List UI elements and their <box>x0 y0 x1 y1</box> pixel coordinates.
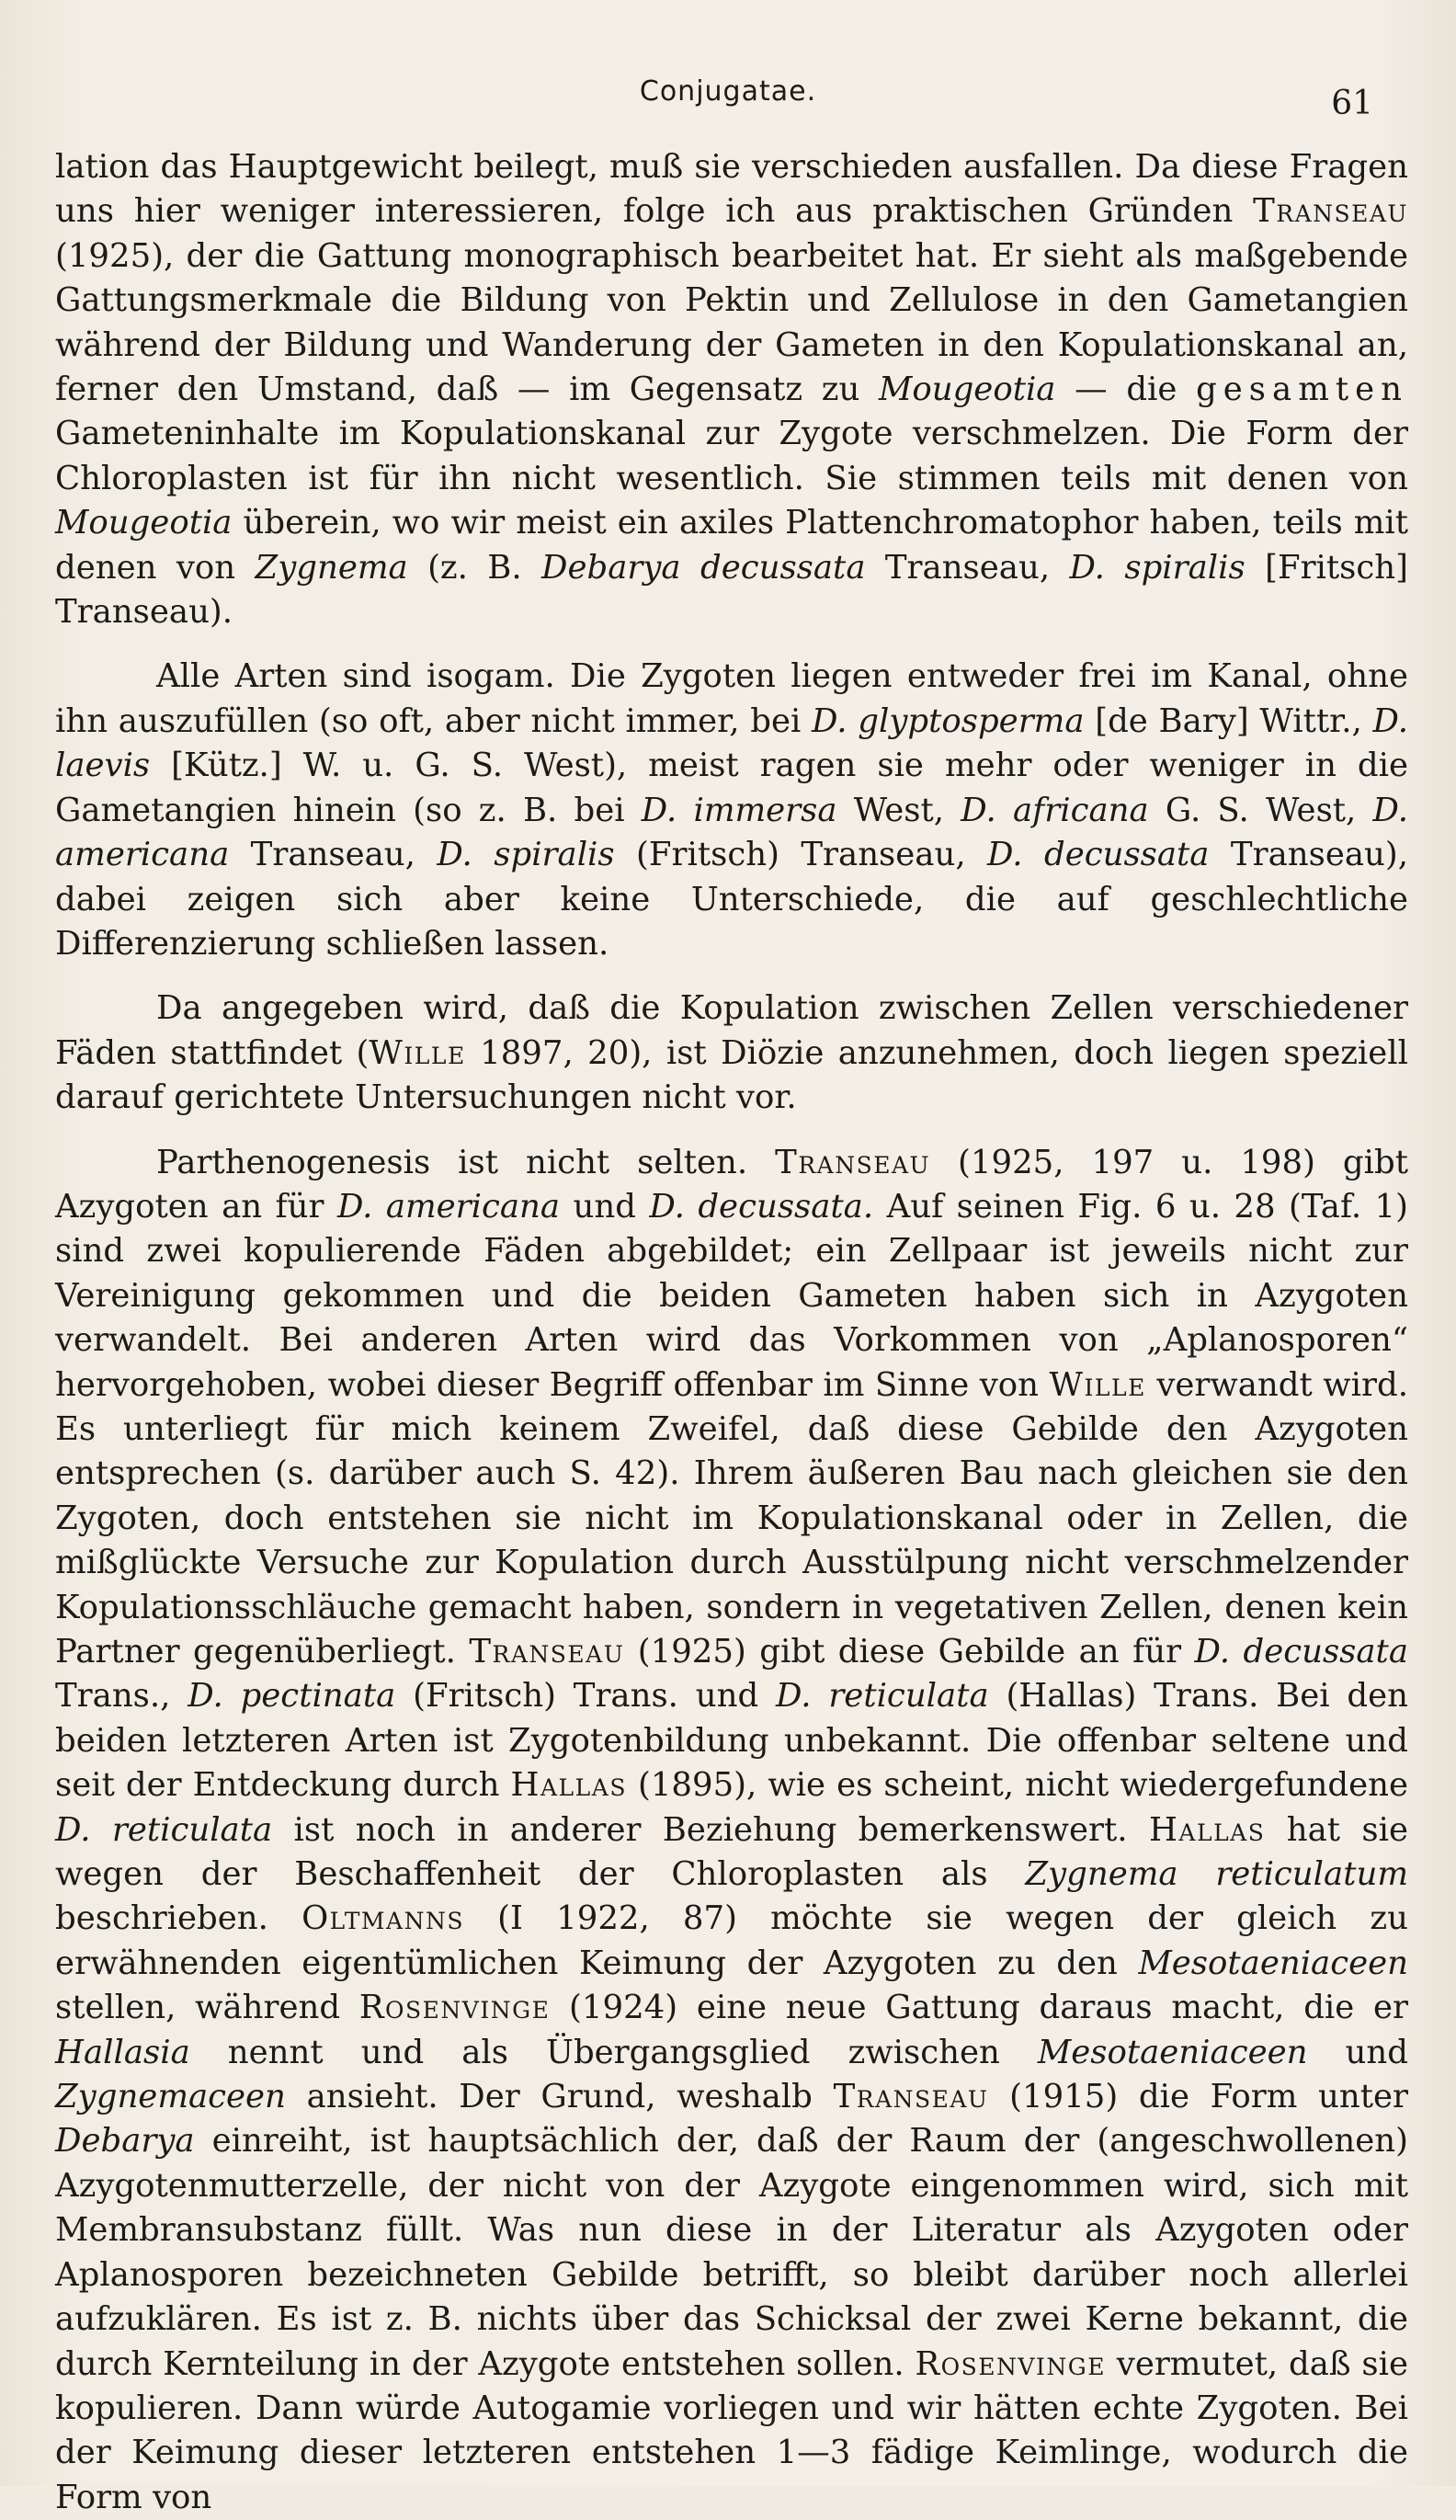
text-run: (1924) eine neue Gattung daraus macht, die er <box>550 1989 1408 2027</box>
text-run: hat sie wegen der Beschaffenheit der Chloroplasten als <box>55 1810 1408 1894</box>
italic-term: Zygnemaceen <box>55 2078 286 2116</box>
text-run: ist noch in anderer Beziehung bemerkenswert. <box>272 1810 1149 1849</box>
italic-term: D. reticulata <box>55 1810 273 1849</box>
paragraph <box>55 986 1408 1120</box>
italic-term: D. pectinata <box>188 1677 396 1716</box>
body-text <box>55 145 1408 2520</box>
text-run: 1897, 20), ist Diözie anzunehmen, doch liegen speziell darauf gerichtete Untersuchungen nicht vor. <box>55 1033 1409 1117</box>
italic-term: D. spiralis <box>1069 548 1246 587</box>
italic-term: Mesotaeniaceen <box>1138 1944 1408 1982</box>
text-run: (Hallas) Trans. Bei den beiden letzteren Arten ist Zygotenbildung unbekannt. Die offenbar seltene und seit der Entdeckung durch <box>55 1677 1409 1805</box>
paragraph <box>55 1141 1408 2520</box>
italic-term: D. decussata <box>987 836 1210 874</box>
author-name: Wille <box>369 1033 466 1072</box>
text-run: (1925, 197 u. 198) gibt Azygoten an für <box>55 1143 1408 1226</box>
text-run: einreiht, ist hauptsächlich der, daß der Raum der (angeschwollenen) Azygotenmutterzelle, der nicht von der Azygote eingenommen wird, sich mit Membransubstanz füllt. Was nun diese in der Literatur als Azygoten oder Aplanosporen bezeichneten Gebilde betrifft, so bleibt darüber noch allerlei aufzuklären. Es ist z. B. nichts über das Schicksal der zwei Kerne bekannt, die durch Kernteilung in der Azygote entstehen sollen. <box>55 2122 1408 2383</box>
text-run: überein, wo wir meist ein axiles Plattenchromatophor haben, teils mit denen von <box>55 504 1408 587</box>
italic-term: D. reticulata <box>776 1677 989 1716</box>
text-run: (1925), der die Gattung monographisch bearbeitet hat. Er sieht als maßgebende Gattungsmerkmale die Bildung von Pektin und Zellulose in den Gametangien während der Bildung und Wanderung der Gameten in den Kopulationskanal an, ferner den Umstand, daß — im Gegensatz zu <box>55 236 1408 409</box>
italic-term: D. decussata <box>1194 1633 1408 1670</box>
text-run: Auf seinen Fig. 6 u. 28 (Taf. 1) sind zwei kopulierende Fäden abgebildet; ein Zellpaar ist jeweils nicht zur Vereinigung gekommen und die beiden Gameten haben sich in Azygoten verwandelt. Bei anderen Arten wird das Vorkommen von „Aplanosporen“ hervorgehoben, wobei dieser Begriff offenbar im Sinne von <box>55 1187 1408 1404</box>
italic-term: D. americana <box>336 1187 561 1226</box>
text-run: (1895), wie es scheint, nicht wiedergefundene <box>626 1766 1408 1805</box>
page-number: 61 <box>1331 85 1373 122</box>
text-run: Da angegeben wird, daß die Kopulation zwischen Zellen verschiedener Fäden stattfindet ( <box>55 989 1408 1072</box>
text-run: Gameteninhalte im Kopulationskanal zur Zygote verschmelzen. Die Form der Chloroplasten ist für ihn nicht wesentlich. Sie stimmen teils mit denen von <box>55 415 1408 497</box>
text-run: (1925) gibt diese Gebilde an für <box>624 1633 1195 1670</box>
author-name: Hallas <box>1148 1810 1266 1849</box>
author-name: Transeau <box>1253 192 1408 231</box>
author-name: Transeau <box>775 1143 931 1181</box>
italic-term: D. decussata. <box>649 1187 874 1226</box>
italic-term: D. africana <box>961 791 1149 829</box>
text-run: Transeau, <box>229 836 438 874</box>
spaced-emphasis: gesamten <box>1196 371 1408 409</box>
text-run: (z. B. <box>407 548 542 587</box>
italic-term: Debarya <box>55 2122 195 2161</box>
italic-term: D. laevis <box>55 701 1408 785</box>
italic-term: D. americana <box>55 791 1409 874</box>
italic-term: Mesotaeniaceen <box>1037 2033 1308 2071</box>
italic-term: Debarya decussata <box>541 548 866 587</box>
italic-term: Mougeotia <box>879 371 1056 409</box>
paragraph <box>55 145 1408 634</box>
text-run: Alle Arten sind isogam. Die Zygoten liegen entweder frei im Kanal, ohne ihn auszufüllen (so oft, aber nicht immer, bei <box>55 657 1408 740</box>
text-run: stellen, während <box>55 1989 359 2027</box>
text-run: beschrieben. <box>55 1899 302 1938</box>
italic-term: Mougeotia <box>55 504 233 542</box>
text-run: verwandt wird. Es unterliegt für mich keinem Zweifel, daß diese Gebilde den Azygoten entsprechen (s. darüber auch S. 42). Ihrem äußeren Bau nach gleichen sie den Zygoten, doch entstehen sie nicht im Kopulationskanal oder in Zellen, die mißglückte Versuche zur Kopulation durch Ausstülpung nicht verschmelzender Kopulationsschläuche gemacht haben, sondern in vegetativen Zellen, denen kein Partner gegenüberliegt. <box>55 1365 1408 1670</box>
text-run: [Fritsch] Transeau). <box>55 548 1408 632</box>
author-name: Rosenvinge <box>915 2344 1106 2383</box>
text-run: West, <box>836 791 961 829</box>
text-run: — die <box>1055 371 1197 409</box>
italic-term: Zygnema reticulatum <box>1025 1855 1408 1894</box>
text-run: nennt und als Übergangsglied zwischen <box>189 2033 1038 2071</box>
text-run: vermutet, daß sie kopulieren. Dann würde Autogamie vorliegen und wir hätten echte Zygoten. Bei der Keimung dieser letzteren entstehen 1—3 fädige Keimlinge, wodurch die Form von <box>55 2344 1408 2516</box>
italic-term: D. spiralis <box>437 836 615 874</box>
text-run: Transeau), dabei zeigen sich aber keine Unterschiede, die auf geschlechtliche Differenzierung schließen lassen. <box>55 836 1408 963</box>
text-run: Transeau, <box>865 548 1070 587</box>
italic-term: D. glyptosperma <box>812 701 1085 740</box>
author-name: Hallas <box>510 1766 627 1805</box>
text-run: [Kütz.] W. u. G. S. West), meist ragen sie mehr oder weniger in die Gametangien hinein (so z. B. bei <box>55 747 1408 829</box>
author-name: Rosenvinge <box>358 1989 551 2027</box>
author-name: Oltmanns <box>301 1899 464 1938</box>
text-run: und <box>1307 2033 1408 2071</box>
text-run: [de Bary] Wittr., <box>1084 701 1373 740</box>
text-run: lation das Hauptgewicht beilegt, muß sie verschieden ausfallen. Da diese Fragen uns hier weniger interessieren, folge ich aus praktischen Gründen <box>55 148 1408 231</box>
text-run: G. S. West, <box>1148 791 1373 829</box>
text-run: und <box>560 1187 650 1226</box>
italic-term: Zygnema <box>255 548 408 587</box>
text-run: Parthenogenesis ist nicht selten. <box>156 1143 776 1181</box>
italic-term: Hallasia <box>55 2033 190 2071</box>
text-run: Trans., <box>55 1677 188 1716</box>
running-head: Conjugatae. <box>639 75 817 108</box>
author-name: Transeau <box>833 2078 989 2116</box>
paragraph <box>55 655 1408 966</box>
text-run: (Fritsch) Transeau, <box>614 836 988 874</box>
text-run: (Fritsch) Trans. und <box>395 1677 777 1716</box>
author-name: Transeau <box>469 1633 625 1670</box>
text-run: (1915) die Form unter <box>988 2078 1409 2116</box>
text-run: ansieht. Der Grund, weshalb <box>285 2078 834 2116</box>
page-header <box>55 72 1401 127</box>
text-run: (I 1922, 87) möchte sie wegen der gleich zu erwähnenden eigentümlichen Keimung der Azygoten zu den <box>55 1899 1408 1982</box>
italic-term: D. immersa <box>641 791 837 829</box>
author-name: Wille <box>1049 1365 1146 1404</box>
